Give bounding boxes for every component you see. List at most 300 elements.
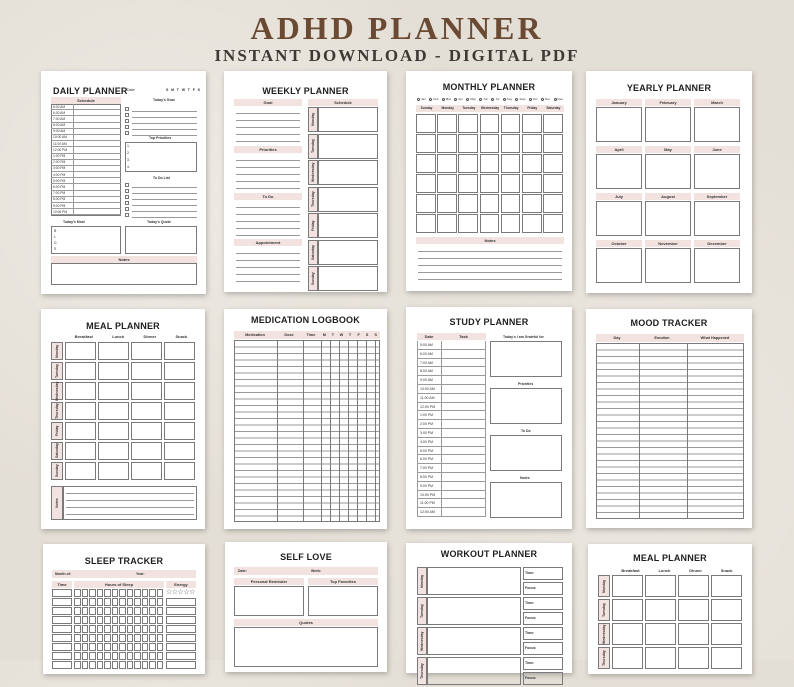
sleep-hour-cell — [82, 652, 89, 660]
sleep-hour-cell — [112, 625, 119, 633]
study-time-label: 1:00 PM — [420, 413, 434, 418]
sleep-hour-cell — [127, 661, 134, 669]
sleep-energy-cell — [166, 634, 196, 642]
sleep-hour-cell — [82, 643, 89, 651]
monthly-day-cell — [543, 114, 563, 133]
daily-day-letter: S — [197, 88, 200, 92]
sleep-energy-header: Energy — [166, 581, 196, 588]
daily-days-row — [166, 88, 200, 93]
sleep-hour-cell — [119, 598, 126, 606]
meal-planner-page — [41, 309, 205, 529]
radio-icon — [515, 98, 518, 101]
monthly-day-cell — [501, 154, 521, 173]
monthly-day-header — [416, 105, 564, 112]
monthly-day-label: Friday — [527, 106, 538, 110]
meal-cell — [645, 575, 676, 597]
monthly-month-label: Jan — [421, 97, 426, 101]
monthly-month-label: May — [470, 97, 476, 101]
daily-time-label: 6:00 PM — [53, 184, 66, 189]
meal-planner-2-page — [588, 544, 752, 674]
yearly-month-box — [645, 201, 691, 236]
checkbox-icon — [125, 107, 129, 111]
study-time-label: 10:00 AM — [420, 386, 435, 391]
study-time-divider — [441, 438, 442, 446]
study-time-divider — [441, 499, 442, 507]
checkbox-icon — [125, 201, 129, 205]
yearly-month-box — [645, 154, 691, 189]
study-time-row — [417, 394, 486, 403]
checkbox-icon — [125, 113, 129, 117]
sleep-hour-cell — [127, 634, 134, 642]
meal-column-header: Snack — [175, 334, 188, 339]
monthly-month-label: Dec — [557, 97, 563, 101]
monthly-day-cell — [480, 134, 500, 153]
monthly-day-cell — [458, 114, 478, 133]
study-todo-box — [490, 435, 562, 471]
radio-icon — [529, 98, 532, 101]
weekly-day-tab: Saturday — [308, 240, 318, 265]
sleep-hour-cell — [82, 616, 89, 624]
daily-quote-label: Today's Quote — [147, 220, 171, 224]
monthly-day-cell — [416, 194, 436, 213]
meal-cell — [711, 647, 742, 669]
daily-planner-page — [41, 71, 206, 294]
daily-priority-number: 1. — [127, 144, 130, 148]
meal-cell — [612, 575, 643, 597]
daily-meal-box — [51, 226, 121, 254]
meal-cell — [131, 342, 162, 360]
study-grateful-box — [490, 341, 562, 377]
sleep-hour-cell — [134, 634, 141, 642]
med-day-header: S — [374, 333, 378, 337]
sleep-energy-cell — [166, 607, 196, 615]
sleep-hour-cell — [97, 652, 104, 660]
sleep-tracker-title: SLEEP TRACKER — [84, 556, 164, 566]
sleep-hour-cell — [149, 625, 156, 633]
meal-cell — [131, 362, 162, 380]
checkbox-icon — [125, 213, 129, 217]
daily-day-letter: W — [181, 88, 186, 92]
sleep-hour-cell — [112, 607, 119, 615]
sleep-time-cell — [52, 661, 72, 669]
daily-todo-checklist — [125, 182, 197, 218]
monthly-month-label: Nov — [544, 97, 551, 101]
monthly-day-cell — [437, 194, 457, 213]
med-day-header: M — [322, 333, 326, 337]
study-time-label: 7:00 PM — [420, 466, 434, 471]
sleep-hour-cell — [89, 625, 96, 633]
self-love-page — [225, 542, 387, 672]
sleep-hour-cell — [112, 652, 119, 660]
sleep-hour-cell — [127, 643, 134, 651]
sleep-hour-cell — [157, 625, 164, 633]
meal-cell — [98, 422, 129, 440]
sleep-hour-cell — [142, 661, 149, 669]
sleep-tracker-page — [43, 544, 205, 674]
sleep-hour-cell — [89, 616, 96, 624]
monthly-day-cell — [458, 194, 478, 213]
sleep-hour-cell — [149, 616, 156, 624]
study-time-row — [417, 464, 486, 473]
workout-day-box — [427, 567, 521, 595]
monthly-day-cell — [458, 214, 478, 233]
meal-cell — [98, 342, 129, 360]
study-time-divider — [441, 341, 442, 349]
med-column-divider — [303, 341, 304, 521]
yearly-month-box — [645, 248, 691, 283]
sleep-energy-cell — [166, 652, 196, 660]
sleep-time-cell — [52, 598, 72, 606]
monthly-month-label: Mar — [445, 97, 451, 101]
self-love-quotes-header: Quotes — [234, 619, 378, 626]
study-time-row — [417, 350, 486, 359]
monthly-day-cell — [416, 174, 436, 193]
monthly-month-option — [554, 96, 563, 102]
meal-cell — [164, 462, 195, 480]
checkbox-icon — [125, 189, 129, 193]
checkbox-icon — [125, 183, 129, 187]
daily-meal-marker: S — [54, 247, 57, 251]
meal-notes-tab: Notes — [51, 486, 63, 520]
weekly-day-box — [318, 240, 378, 265]
sleep-hour-cell — [104, 589, 111, 597]
sleep-time-cell — [52, 607, 72, 615]
radio-icon — [479, 98, 482, 101]
daily-meal-label: Today's Meal — [63, 220, 85, 224]
meal-cell — [131, 442, 162, 460]
study-time-divider — [441, 464, 442, 472]
sleep-hour-cell — [157, 598, 164, 606]
daily-time-row — [51, 209, 121, 215]
meal-planner-2-title: MEAL PLANNER — [633, 553, 707, 563]
monthly-month-option — [466, 96, 476, 102]
monthly-day-cell — [543, 214, 563, 233]
weekly-day-row — [308, 107, 378, 132]
mood-grid — [596, 343, 744, 519]
monthly-day-label: Monday — [441, 106, 454, 110]
mood-tracker-title: MOOD TRACKER — [630, 318, 708, 328]
daily-priorities-box — [125, 142, 197, 172]
sleep-hour-cell — [112, 616, 119, 624]
sleep-year-label: Year: — [136, 572, 145, 576]
radio-icon — [417, 98, 420, 101]
monthly-month-label: Sept — [519, 97, 526, 101]
yearly-planner-title: YEARLY PLANNER — [626, 83, 712, 93]
sleep-hour-cell — [142, 652, 149, 660]
checkbox-icon — [125, 119, 129, 123]
yearly-month-box — [596, 201, 642, 236]
workout-day-row — [417, 657, 563, 685]
workout-time-label: Time: — [525, 601, 535, 605]
monthly-month-option — [541, 96, 550, 102]
sleep-hour-cell — [89, 598, 96, 606]
meal-cell — [164, 442, 195, 460]
radio-icon — [503, 98, 506, 101]
sleep-hour-cell — [82, 589, 89, 597]
monthly-day-cell — [501, 174, 521, 193]
monthly-month-option — [442, 96, 451, 102]
meal-cell — [612, 623, 643, 645]
sleep-hour-cell — [134, 589, 141, 597]
study-todo-label: To Do — [521, 429, 531, 433]
meal-column-header: Snack — [720, 568, 733, 573]
yearly-month-header: June — [694, 146, 740, 153]
monthly-month-option — [529, 96, 538, 102]
yearly-month-box — [596, 248, 642, 283]
sleep-hour-cell — [74, 643, 81, 651]
weekly-day-box — [318, 134, 378, 159]
checkbox-icon — [125, 131, 129, 135]
sleep-hour-cell — [112, 661, 119, 669]
sleep-time-cell — [52, 634, 72, 642]
med-column-divider — [321, 341, 322, 521]
sleep-hour-cell — [74, 607, 81, 615]
sleep-hours-header: Hours of Sleep — [74, 581, 164, 588]
workout-day-tab: Tuesday — [417, 597, 427, 625]
monthly-day-cell — [522, 154, 542, 173]
monthly-calendar-grid — [416, 114, 564, 234]
meal-column-header: Breakfast — [74, 334, 93, 339]
sleep-hour-cell — [112, 598, 119, 606]
mood-column-header: Day — [613, 336, 621, 340]
self-love-reminder-header: Personal Reminder — [234, 578, 304, 585]
meal-cell — [98, 362, 129, 380]
sleep-hour-cell — [119, 661, 126, 669]
study-priorities-box — [490, 388, 562, 424]
med-column-header: Time — [306, 333, 316, 337]
workout-focus-label: Focus: — [525, 586, 537, 590]
meal-day-tab: Friday — [51, 422, 63, 440]
daily-time-label: 7:00 PM — [53, 191, 66, 196]
daily-planner-title: DAILY PLANNER — [53, 86, 128, 96]
meal-cell — [645, 623, 676, 645]
study-time-row — [417, 455, 486, 464]
monthly-day-cell — [416, 134, 436, 153]
meal-2-column-headers — [612, 568, 742, 575]
monthly-day-cell — [522, 214, 542, 233]
sleep-hour-cell — [112, 589, 119, 597]
workout-day-tab: Thursday — [417, 657, 427, 685]
study-time-divider — [441, 473, 442, 481]
monthly-month-selector — [417, 96, 563, 102]
meal-day-tab: Sunday — [51, 462, 63, 480]
radio-icon — [454, 98, 457, 101]
monthly-notes-header: Notes — [416, 237, 564, 244]
sleep-hour-cell — [157, 607, 164, 615]
study-time-label: 2:00 PM — [420, 422, 434, 427]
meal-cell — [65, 462, 96, 480]
monthly-day-cell — [437, 134, 457, 153]
sleep-hour-cell — [104, 625, 111, 633]
weekly-appointment-lines — [236, 247, 300, 282]
med-column-divider — [277, 341, 278, 521]
sleep-hour-cell — [149, 643, 156, 651]
sleep-hour-cell — [104, 607, 111, 615]
study-time-divider — [441, 385, 442, 393]
meal-cell — [612, 647, 643, 669]
radio-icon — [541, 98, 544, 101]
weekly-priorities-lines — [236, 154, 300, 189]
monthly-day-cell — [458, 134, 478, 153]
yearly-month-header: February — [645, 99, 691, 106]
meal-cell — [678, 623, 709, 645]
monthly-day-cell — [543, 134, 563, 153]
sleep-month-label: Month of: — [55, 572, 71, 576]
daily-time-label: 8:00 PM — [53, 197, 66, 202]
main-subtitle: INSTANT DOWNLOAD - DIGITAL PDF — [214, 46, 580, 65]
study-time-divider — [441, 359, 442, 367]
meal-cell — [711, 575, 742, 597]
weekly-day-row — [308, 213, 378, 238]
meal-cell — [65, 362, 96, 380]
meal-cell — [711, 599, 742, 621]
meal-day-tab: Monday — [598, 575, 610, 597]
daily-time-label: 9:00 AM — [53, 129, 66, 134]
monthly-day-cell — [437, 174, 457, 193]
meal-cell — [164, 342, 195, 360]
sleep-hour-cell — [82, 661, 89, 669]
sleep-hour-cell — [74, 634, 81, 642]
workout-day-tab: Monday — [417, 567, 427, 595]
monthly-day-cell — [501, 134, 521, 153]
self-love-date-bar — [234, 567, 378, 575]
daily-day-letter: T — [176, 88, 179, 92]
study-time-row — [417, 508, 486, 517]
sleep-hour-cell — [97, 634, 104, 642]
weekly-day-tab: Monday — [308, 107, 318, 132]
monthly-day-label: Saturday — [546, 106, 561, 110]
monthly-month-label: Jun — [483, 97, 489, 101]
med-column-divider — [348, 341, 349, 521]
study-time-divider — [441, 420, 442, 428]
sleep-hour-cell — [119, 634, 126, 642]
medication-logbook-title: MEDICATION LOGBOOK — [251, 315, 360, 325]
study-planner-title: STUDY PLANNER — [449, 317, 529, 327]
daily-goal-label: Today's Goal — [153, 98, 175, 102]
sleep-time-cell — [52, 589, 72, 597]
weekly-goal-lines — [236, 107, 300, 142]
yearly-month-box — [596, 154, 642, 189]
monthly-day-cell — [480, 114, 500, 133]
workout-day-box — [427, 597, 521, 625]
sleep-hour-cell — [134, 661, 141, 669]
self-love-favorites-header: Top Favorites — [308, 578, 378, 585]
workout-focus-label: Focus: — [525, 676, 537, 680]
sleep-hour-cell — [149, 598, 156, 606]
workout-days-list — [417, 567, 563, 687]
monthly-day-cell — [437, 154, 457, 173]
meal-day-tab: Saturday — [51, 442, 63, 460]
monthly-day-cell — [480, 194, 500, 213]
sleep-energy-cell — [166, 616, 196, 624]
yearly-month-header: September — [694, 193, 740, 200]
monthly-day-cell — [522, 174, 542, 193]
meal-cell — [65, 342, 96, 360]
radio-icon — [429, 98, 432, 101]
sleep-hour-cell — [82, 607, 89, 615]
med-day-header: W — [339, 333, 344, 337]
sleep-energy-cell — [166, 625, 196, 633]
mood-column-divider — [687, 344, 688, 518]
mood-column-header: Emotion — [654, 336, 670, 340]
sleep-hour-cell — [134, 625, 141, 633]
meal-notes-lines — [66, 487, 194, 519]
meal-column-header: Dinner — [143, 334, 157, 339]
study-time-label: 9:00 AM — [420, 378, 433, 383]
study-time-divider — [441, 411, 442, 419]
sleep-hour-cell — [149, 652, 156, 660]
sleep-hour-cell — [142, 625, 149, 633]
yearly-month-box — [694, 201, 740, 236]
mood-tracker-page — [586, 309, 752, 528]
workout-day-row — [417, 597, 563, 625]
sleep-hour-cell — [104, 616, 111, 624]
study-time-label: 6:00 PM — [420, 457, 434, 462]
weekly-day-tab: Sunday — [308, 266, 318, 291]
workout-time-label: Time: — [525, 661, 535, 665]
sleep-hour-cell — [119, 607, 126, 615]
daily-times-list — [51, 104, 121, 215]
monthly-day-cell — [543, 174, 563, 193]
workout-planner-page — [406, 543, 572, 680]
monthly-day-label: Sunday — [420, 106, 433, 110]
daily-date-label: Date: — [127, 88, 136, 92]
weekly-day-row — [308, 134, 378, 159]
yearly-month-box — [694, 248, 740, 283]
meal-column-header: Dinner — [689, 568, 702, 573]
meal-cell — [711, 623, 742, 645]
meal-cell — [98, 462, 129, 480]
meal-cell — [612, 599, 643, 621]
weekly-day-tab: Wednesday — [308, 160, 318, 185]
meal-cell — [164, 402, 195, 420]
sleep-hour-cell — [134, 607, 141, 615]
sleep-hour-cell — [89, 661, 96, 669]
study-time-divider — [441, 508, 442, 516]
study-planner-page — [406, 307, 572, 529]
sleep-hour-cell — [127, 589, 134, 597]
daily-todo-label: To Do List — [153, 176, 170, 180]
radio-icon — [491, 98, 494, 101]
sleep-time-cell — [52, 652, 72, 660]
daily-time-label: 6:00 AM — [53, 104, 66, 109]
sleep-hour-cell — [74, 625, 81, 633]
study-time-label: 11:00 AM — [420, 395, 435, 400]
weekly-day-box — [318, 187, 378, 212]
monthly-planner-page — [406, 71, 572, 291]
monthly-month-option — [417, 96, 426, 102]
meal-day-tab: Tuesday — [598, 599, 610, 621]
meal-day-tab: Tuesday — [51, 362, 63, 380]
med-column-divider — [375, 341, 376, 521]
yearly-month-header: April — [596, 146, 642, 153]
sleep-energy-cell — [166, 661, 196, 669]
medication-header-row — [234, 331, 380, 339]
sleep-hour-cell — [89, 634, 96, 642]
weekly-planner-title: WEEKLY PLANNER — [262, 86, 349, 96]
daily-priority-numbers — [127, 144, 130, 172]
monthly-notes-lines — [418, 245, 562, 281]
monthly-month-option — [454, 96, 463, 102]
workout-time-label: Time: — [525, 571, 535, 575]
meal-cell — [65, 442, 96, 460]
study-time-divider — [441, 447, 442, 455]
meal-column-headers — [65, 334, 197, 341]
sleep-hour-cell — [97, 643, 104, 651]
monthly-month-label: Oct — [532, 97, 538, 101]
daily-time-divider — [73, 209, 74, 215]
sleep-hour-cell — [142, 607, 149, 615]
